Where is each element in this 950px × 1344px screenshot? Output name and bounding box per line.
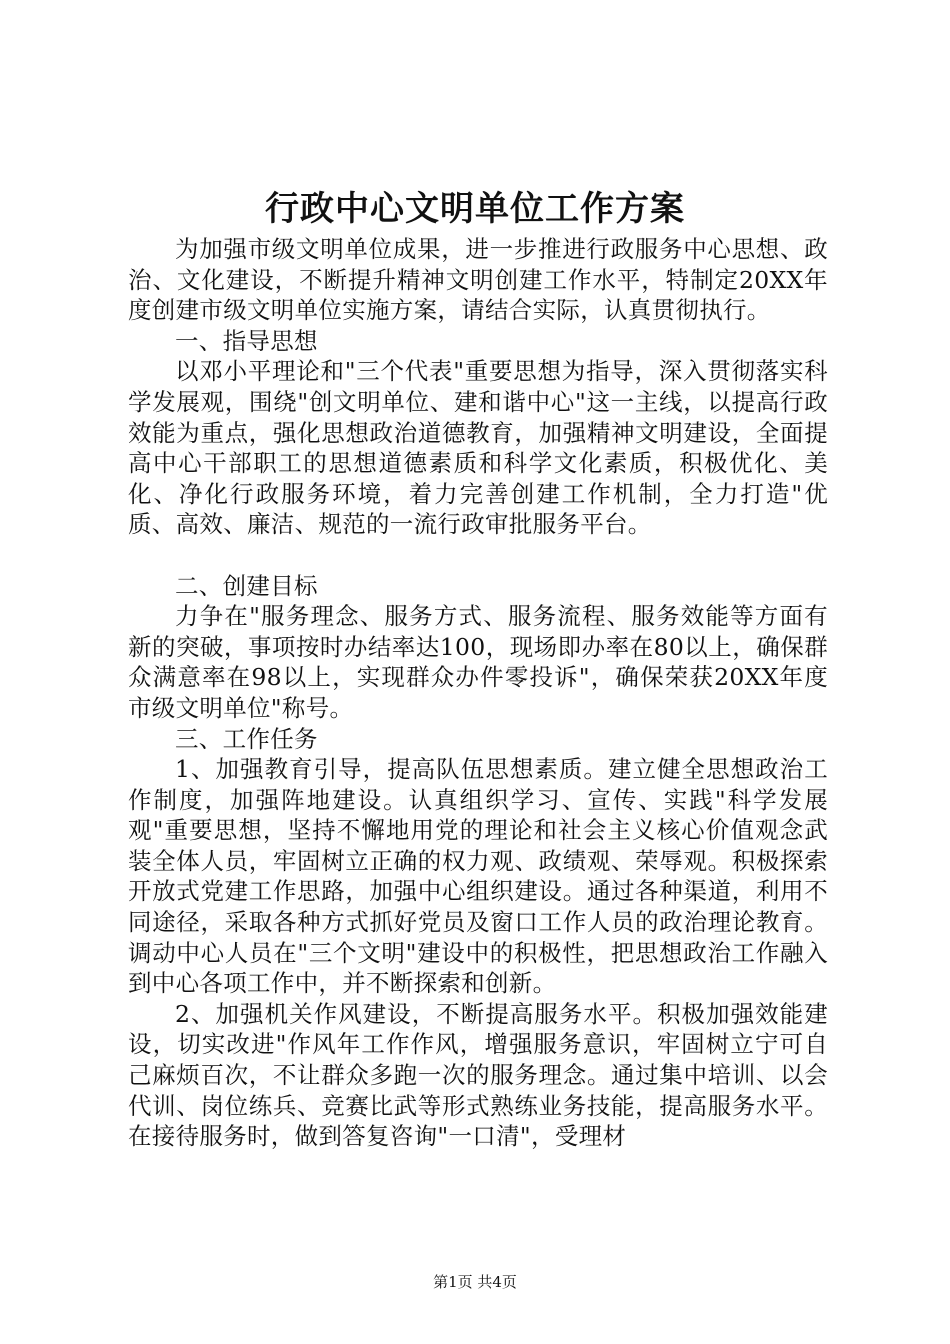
blank-line [128,540,828,571]
section-heading-tasks: 三、工作任务 [175,724,318,753]
task-2-paragraph: 2、加强机关作风建设，不断提高服务水平。积极加强效能建设，切实改进"作风年工作作风，增强服务意识，牢固树立宁可自己麻烦百次，不让群众多跑一次的服务理念。通过集中培训、以会代训、岗位练兵、竞赛比武等形式熟练业务技能，提高服务水平。在接待服务时，做到答复咨询"一口清"，受理材 [128,999,828,1151]
guiding-ideology-paragraph: 以邓小平理论和"三个代表"重要思想为指导，深入贯彻落实科学发展观，围绕"创文明单位、建和谐中心"这一主线，以提高行政效能为重点，强化思想政治道德教育，加强精神文明建设，全面提高中心干部职工的思想道德素质和科学文化素质，积极优化、美化、净化行政服务环境，着力完善创建工作机制，全力打造"优质、高效、廉洁、规范的一流行政审批服务平台。 [128,357,828,539]
document-title: 行政中心文明单位工作方案 [265,189,685,229]
section-heading-guiding-ideology: 一、指导思想 [175,326,318,355]
section-heading-goals: 二、创建目标 [175,571,318,600]
page-number-footer: 第1页 共4页 [433,1273,517,1291]
intro-paragraph: 为加强市级文明单位成果，进一步推进行政服务中心思想、政治、文化建设，不断提升精神文明创建工作水平，特制定20XX年度创建市级文明单位实施方案，请结合实际，认真贯彻执行。 [128,235,828,325]
goals-paragraph: 力争在"服务理念、服务方式、服务流程、服务效能等方面有新的突破，事项按时办结率达100，现场即办率在80以上，确保群众满意率在98以上，实现群众办件零投诉"，确保荣获20XX年度市级文明单位"称号。 [128,602,828,722]
document-body [128,234,828,1152]
task-1-paragraph: 1、加强教育引导，提高队伍思想素质。建立健全思想政治工作制度，加强阵地建设。认真组织学习、宣传、实践"科学发展观"重要思想，坚持不懈地用党的理论和社会主义核心价值观念武装全体人员，牢固树立正确的权力观、政绩观、荣辱观。积极探索开放式党建工作思路，加强中心组织建设。通过各种渠道，利用不同途径，采取各种方式抓好党员及窗口工作人员的政治理论教育。调动中心人员在"三个文明"建设中的积极性，把思想政治工作融入到中心各项工作中，并不断探索和创新。 [128,755,828,998]
